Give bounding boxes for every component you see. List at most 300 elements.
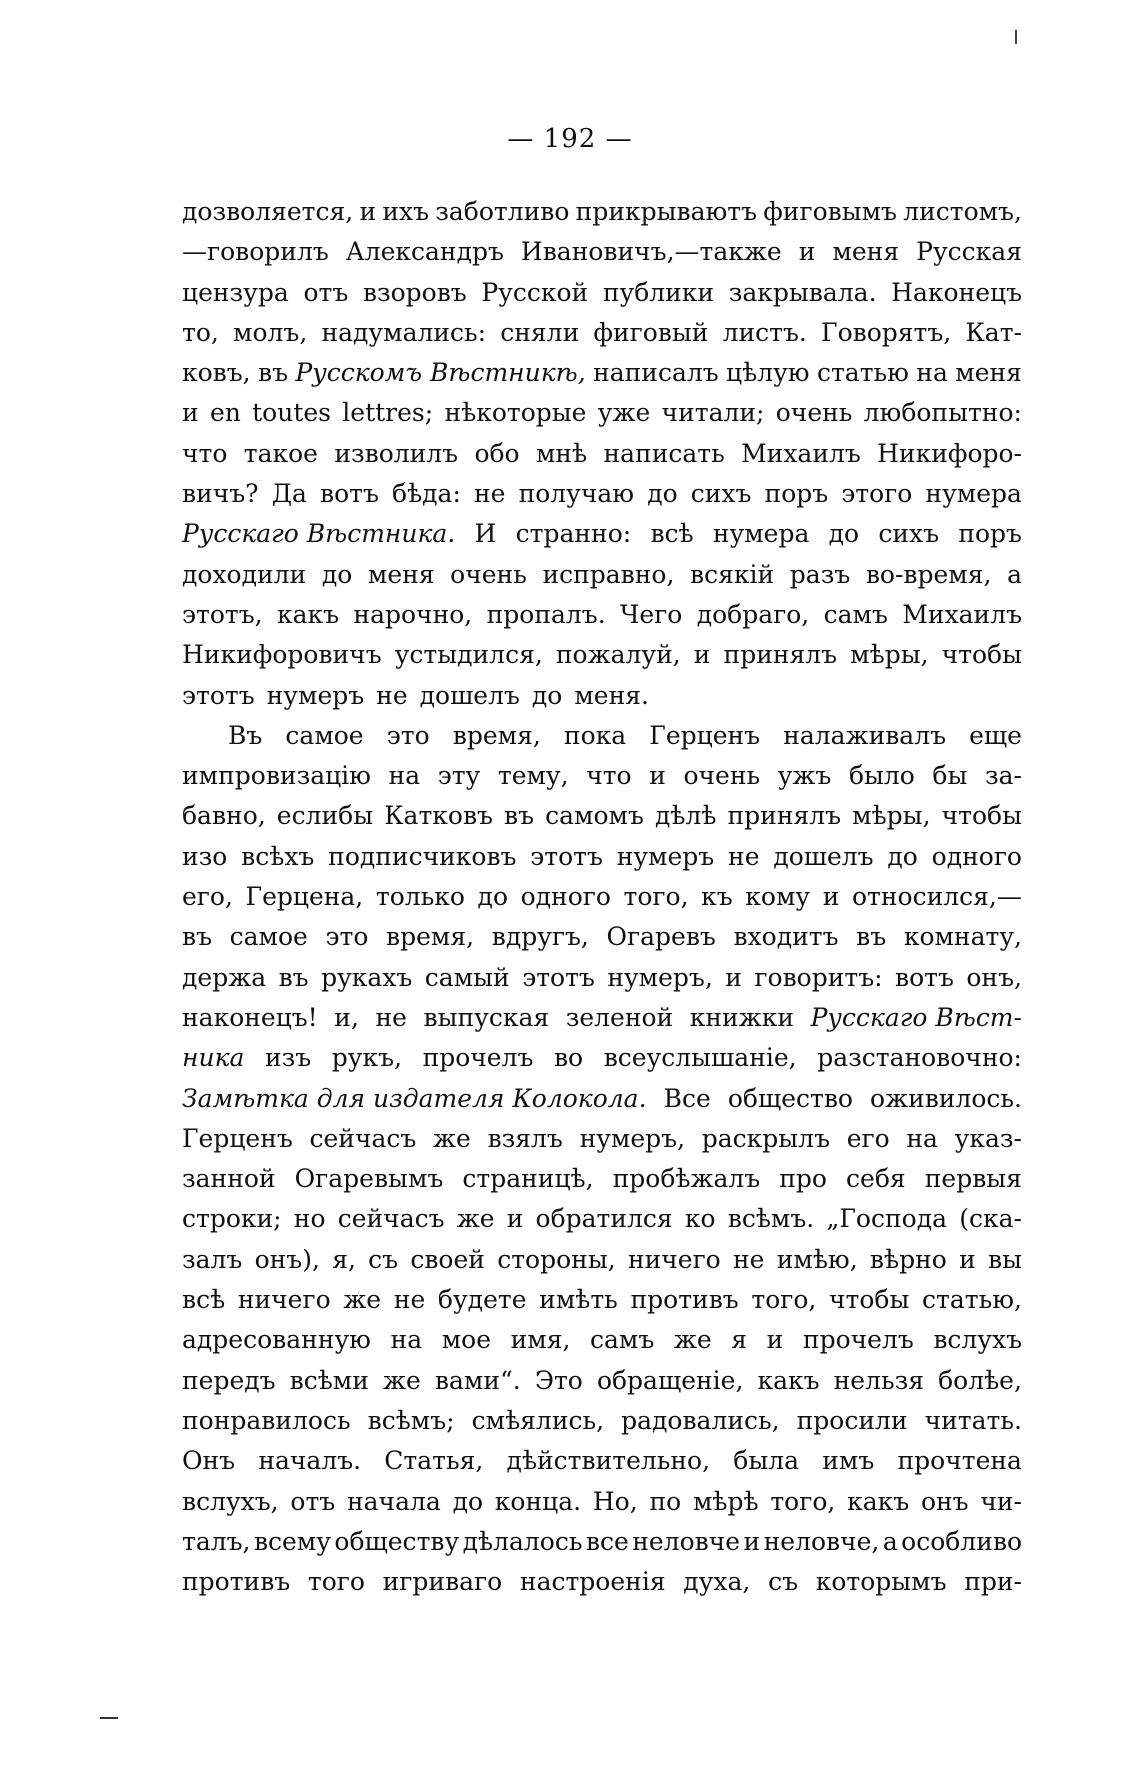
word: пока: [563, 720, 627, 750]
text-line: [182, 1562, 1022, 1602]
word: взялъ: [487, 1123, 563, 1153]
word: статью,: [922, 1285, 1022, 1315]
word: доходили: [182, 559, 307, 589]
word: въ: [278, 962, 309, 992]
word: просили: [796, 1405, 908, 1435]
word: себя: [846, 1164, 906, 1194]
word: цѣлую: [726, 358, 810, 388]
word: до: [477, 882, 508, 912]
word: адресованную: [182, 1325, 371, 1355]
word: передъ: [182, 1365, 276, 1395]
word: того,: [623, 882, 689, 912]
text-line: [182, 1482, 1022, 1522]
word: цензура: [182, 277, 289, 307]
word: понравилось: [182, 1405, 351, 1435]
word: нумеръ: [616, 841, 715, 871]
word: своей: [410, 1244, 485, 1274]
word: противъ: [630, 1285, 739, 1315]
word: меня: [832, 237, 900, 267]
word: странно:: [515, 519, 632, 549]
text-line: [182, 1079, 1022, 1119]
word: вѣрно: [869, 1244, 947, 1274]
word: еще: [969, 720, 1022, 750]
text-line: [182, 676, 1022, 716]
word: закрывала.: [728, 277, 877, 307]
word: не: [728, 841, 760, 871]
word: имя,: [510, 1325, 571, 1355]
word: молъ,: [233, 317, 308, 347]
word: вотъ: [895, 962, 954, 992]
word: принялъ: [723, 640, 838, 670]
word: разстановочно:: [817, 1043, 1022, 1073]
word: рукахъ: [321, 962, 413, 992]
word: тему,: [497, 761, 569, 791]
word: всѣми: [289, 1365, 369, 1395]
word: Русская: [916, 237, 1022, 267]
word: Русской: [481, 277, 589, 307]
word: только: [375, 882, 465, 912]
word: обратился: [535, 1204, 673, 1234]
word: того: [307, 1567, 365, 1597]
text-line: [182, 1119, 1022, 1159]
text-line: [182, 1320, 1022, 1360]
word: (ска-: [959, 1204, 1022, 1234]
word: Герценъ: [182, 1123, 293, 1153]
word: настроенія: [519, 1567, 666, 1597]
word: неловче: [632, 1526, 741, 1556]
word: уже: [597, 398, 651, 428]
word: съ: [368, 1244, 399, 1274]
word: прочтена: [897, 1446, 1022, 1476]
word: ковъ,: [182, 358, 251, 388]
word: держа: [182, 962, 267, 992]
word: всему: [253, 1526, 331, 1556]
word: строки;: [182, 1204, 282, 1234]
word: не: [473, 479, 506, 509]
word: одного: [520, 882, 611, 912]
text-line: [182, 716, 1022, 756]
word: Никифоро-: [877, 438, 1022, 468]
text-line: [182, 998, 1022, 1038]
word: и: [693, 640, 711, 670]
word: мнѣ: [535, 438, 588, 468]
word: про: [779, 1164, 827, 1194]
word: меня.: [574, 680, 649, 710]
word: неловче,: [763, 1526, 880, 1556]
scan-mark: [1015, 30, 1020, 44]
word: Герценъ: [649, 720, 761, 750]
word: „Господа: [826, 1204, 947, 1234]
text-line: [182, 1522, 1022, 1562]
word: Все: [663, 1083, 711, 1113]
word: этотъ: [182, 680, 255, 710]
word: ника: [182, 1043, 245, 1073]
word: разъ: [789, 559, 851, 589]
word: Кат-: [965, 317, 1022, 347]
word: смѣялись,: [471, 1405, 605, 1435]
word: toutes: [252, 398, 332, 428]
word: и: [359, 197, 377, 226]
word: игриваго: [382, 1567, 503, 1597]
word: относился,—: [852, 882, 1022, 912]
word: получаю: [518, 479, 635, 509]
word: и: [725, 962, 742, 992]
word: еслибы: [276, 801, 374, 831]
word: Ивановичъ,—также: [520, 237, 782, 267]
word: самъ: [590, 1325, 655, 1355]
word: же: [673, 1325, 712, 1355]
word: время,: [452, 720, 541, 750]
word: мѣрѣ: [692, 1486, 759, 1516]
word: онъ: [920, 1486, 969, 1516]
word: ничего: [237, 1285, 331, 1315]
word: чтобы: [829, 1285, 910, 1315]
word: вслухъ,: [182, 1486, 279, 1516]
word: Никифоровичъ: [182, 640, 382, 670]
word: была: [733, 1446, 800, 1476]
word: а: [1007, 559, 1022, 589]
word: и: [766, 1325, 784, 1355]
word: нумеръ,: [579, 1123, 686, 1153]
word: чтобы: [941, 801, 1022, 831]
word: на: [390, 1325, 423, 1355]
word: очень: [775, 398, 853, 428]
word: противъ: [182, 1567, 291, 1597]
word: и: [649, 761, 666, 791]
word: талъ,: [182, 1526, 251, 1556]
word: имѣю,: [776, 1244, 858, 1274]
text-line: [182, 877, 1022, 917]
word: —говорилъ: [182, 237, 329, 267]
word: прочелъ: [802, 1325, 914, 1355]
word: самъ: [823, 599, 888, 629]
word: дошелъ: [419, 680, 520, 710]
word: въ: [258, 358, 288, 388]
word: Александръ: [345, 237, 504, 267]
word: очень: [683, 761, 761, 791]
word: пожалуй,: [555, 640, 681, 670]
word: Это: [534, 1365, 583, 1395]
word: же: [433, 1123, 471, 1153]
word: написать: [603, 438, 725, 468]
word: и: [822, 882, 840, 912]
word: вичъ?: [182, 479, 259, 509]
word: меня: [367, 559, 435, 589]
word: имъ: [822, 1446, 875, 1476]
word: чтобы: [941, 640, 1022, 670]
body-text: [182, 192, 1022, 1602]
word: всѣ: [182, 1285, 226, 1315]
word: съ: [768, 1567, 798, 1597]
word: импровизацію: [182, 761, 371, 791]
word: фиговымъ: [763, 197, 897, 226]
text-line: [182, 514, 1022, 554]
word: говоритъ:: [754, 962, 883, 992]
word: обществу: [334, 1526, 460, 1556]
word: я: [731, 1325, 748, 1355]
word: стороны,: [497, 1244, 616, 1274]
word: меня: [955, 358, 1022, 388]
word: за-: [984, 761, 1022, 791]
word: листъ.: [722, 317, 807, 347]
word: ничего: [627, 1244, 721, 1274]
word: на: [906, 1123, 938, 1153]
word: Михаилъ: [902, 599, 1022, 629]
word: сейчасъ: [337, 1204, 445, 1234]
word: изволилъ: [334, 438, 459, 468]
word: бавно,: [182, 801, 266, 831]
word: очень: [450, 559, 527, 589]
word: было: [848, 761, 915, 791]
word: началъ.: [258, 1446, 362, 1476]
word: при-: [964, 1567, 1022, 1597]
word: вдругъ,: [491, 922, 589, 952]
word: этотъ: [530, 841, 603, 871]
text-line: [182, 1240, 1022, 1280]
word: публики: [602, 277, 715, 307]
word: то,: [182, 317, 219, 347]
text-line: [182, 756, 1022, 796]
text-line: [182, 192, 1022, 232]
word: всеуслышаніе,: [603, 1043, 797, 1073]
word: ко: [684, 1204, 716, 1234]
word: мѣры,: [850, 640, 929, 670]
word: Да: [271, 479, 307, 509]
text-line: [182, 1361, 1022, 1401]
word: не: [376, 680, 408, 710]
word: первыя: [924, 1164, 1022, 1194]
word: сихъ: [690, 479, 752, 509]
word: устыдился,: [394, 640, 543, 670]
word: зеленой: [565, 1002, 674, 1032]
word: налаживалъ: [783, 720, 946, 750]
word: не: [733, 1244, 765, 1274]
word: что: [586, 761, 632, 791]
word: ихъ: [382, 197, 430, 226]
word: его,: [182, 882, 233, 912]
word: конца.: [494, 1486, 582, 1516]
word: на: [916, 358, 948, 388]
word: такое: [243, 438, 318, 468]
word: читали;: [661, 398, 765, 428]
text-line: [182, 595, 1022, 635]
text-line: [182, 917, 1022, 957]
word: онъ),: [254, 1244, 320, 1274]
word: всѣхъ: [241, 841, 315, 871]
word: самое: [229, 922, 308, 952]
text-line: [182, 1038, 1022, 1078]
word: Русскаго Вѣстника.: [182, 519, 456, 549]
word: во-время,: [865, 559, 992, 589]
text-line: [182, 1280, 1022, 1320]
word: это: [325, 922, 369, 952]
word: нумеръ,: [607, 962, 713, 992]
word: Русскаго Вѣст-: [810, 1002, 1022, 1032]
word: взоровъ: [362, 277, 467, 307]
word: какъ: [276, 599, 340, 629]
word: добраго,: [696, 599, 810, 629]
word: эту: [437, 761, 481, 791]
word: сихъ: [878, 519, 940, 549]
word: надумались:: [321, 317, 487, 347]
word: дѣлалось: [462, 1526, 583, 1556]
word: поръ: [764, 479, 829, 509]
word: ужъ: [777, 761, 832, 791]
word: листомъ,: [903, 197, 1022, 226]
word: особливо: [901, 1526, 1022, 1556]
word: бѣда:: [392, 479, 461, 509]
word: это: [386, 720, 430, 750]
word: подписчиковъ: [328, 841, 517, 871]
word: и: [506, 1204, 524, 1234]
word: самое: [285, 720, 364, 750]
word: наконецъ!: [182, 1002, 318, 1032]
word: радовались,: [621, 1405, 780, 1435]
word: которымъ: [815, 1567, 947, 1597]
word: читать.: [924, 1405, 1022, 1435]
word: указ-: [954, 1123, 1022, 1153]
word: же: [456, 1204, 495, 1234]
word: и: [959, 1244, 976, 1274]
word: сейчасъ: [309, 1123, 417, 1153]
text-line: [182, 1199, 1022, 1239]
word: нарочно,: [353, 599, 473, 629]
text-line: [182, 837, 1022, 877]
word: до: [452, 1486, 484, 1516]
word: Замѣтка для издателя Колокола.: [182, 1083, 647, 1113]
word: входитъ: [733, 922, 839, 952]
word: болѣе,: [938, 1365, 1022, 1395]
word: дѣйствительно,: [506, 1446, 711, 1476]
word: комнату,: [903, 922, 1022, 952]
word: мѣры,: [852, 801, 931, 831]
word: онъ,: [966, 962, 1022, 992]
word: оживилось.: [870, 1083, 1022, 1113]
word: изъ: [264, 1043, 312, 1073]
word: Катковъ: [384, 801, 493, 831]
word: пробѣжалъ: [612, 1164, 761, 1194]
text-line: [182, 353, 1022, 393]
text-line: [182, 635, 1022, 675]
word: до: [828, 519, 860, 549]
word: будете: [437, 1285, 527, 1315]
word: поръ: [958, 519, 1022, 549]
word: и: [743, 1526, 761, 1556]
word: нѣкоторые: [444, 398, 587, 428]
word: кому: [745, 882, 811, 912]
word: я,: [332, 1244, 356, 1274]
text-line: [182, 796, 1022, 836]
word: отъ: [303, 277, 349, 307]
text-line: [182, 474, 1022, 514]
word: этого: [841, 479, 913, 509]
word: до: [887, 841, 918, 871]
word: того,: [770, 1486, 836, 1516]
word: раскрылъ: [701, 1123, 830, 1153]
word: занной: [182, 1164, 276, 1194]
word: выпуская: [423, 1002, 550, 1032]
word: Говорятъ,: [821, 317, 952, 347]
text-line: [182, 273, 1022, 313]
word: вотъ: [320, 479, 379, 509]
word: мое: [441, 1325, 491, 1355]
word: Наконецъ: [891, 277, 1022, 307]
word: до: [647, 479, 678, 509]
word: Статья,: [384, 1446, 484, 1476]
word: одного: [931, 841, 1022, 871]
word: въ: [182, 922, 212, 952]
word: къ: [701, 882, 733, 912]
text-line: [182, 1159, 1022, 1199]
word: сняли: [500, 317, 580, 347]
word: же: [343, 1285, 382, 1315]
word: самомъ: [545, 801, 644, 831]
word: Огаревъ: [606, 922, 716, 952]
word: его: [846, 1123, 890, 1153]
word: въ: [856, 922, 887, 952]
word: Чего: [620, 599, 683, 629]
word: нельзя: [833, 1365, 924, 1395]
word: пропалъ.: [486, 599, 606, 629]
word: чи-: [980, 1486, 1022, 1516]
word: заботливо: [435, 197, 570, 226]
word: Огаревымъ: [294, 1164, 444, 1194]
word: дозволяется,: [182, 197, 354, 226]
word: lettres;: [342, 398, 434, 428]
text-line: [182, 1441, 1022, 1481]
text-line: [182, 434, 1022, 474]
word: нумера: [925, 479, 1022, 509]
word: самый: [424, 962, 510, 992]
word: вслухъ: [933, 1325, 1022, 1355]
word: книжки: [689, 1002, 795, 1032]
word: рукъ,: [331, 1043, 402, 1073]
word: всѣмъ.: [727, 1204, 815, 1234]
word: все: [585, 1526, 629, 1556]
word: любопытно:: [863, 398, 1022, 428]
word: вы: [988, 1244, 1022, 1274]
word: отъ: [290, 1486, 336, 1516]
word: en: [209, 398, 241, 428]
word: и,: [334, 1002, 359, 1032]
word: написалъ: [593, 358, 719, 388]
word: Русскомъ Вѣстникѣ,: [295, 358, 586, 388]
text-line: [182, 555, 1022, 595]
word: фиговый: [593, 317, 709, 347]
word: вами“.: [434, 1365, 521, 1395]
word: общество: [727, 1083, 853, 1113]
word: не: [393, 1285, 426, 1315]
word: статью: [816, 358, 909, 388]
word: время,: [386, 922, 475, 952]
word: прикрываютъ: [575, 197, 757, 226]
word: начала: [346, 1486, 441, 1516]
scan-mark: [100, 1717, 118, 1719]
word: того,: [751, 1285, 817, 1315]
word: этотъ,: [182, 599, 263, 629]
word: исправно,: [542, 559, 675, 589]
word: изо: [182, 841, 228, 871]
word: въ: [504, 801, 535, 831]
word: но: [293, 1204, 326, 1234]
word: какъ: [847, 1486, 910, 1516]
word: всѣмъ;: [367, 1405, 455, 1435]
word: а: [882, 1526, 898, 1556]
word: страницѣ,: [462, 1164, 594, 1194]
word: по: [649, 1486, 682, 1516]
word: имѣть: [539, 1285, 618, 1315]
text-line: [182, 1401, 1022, 1441]
